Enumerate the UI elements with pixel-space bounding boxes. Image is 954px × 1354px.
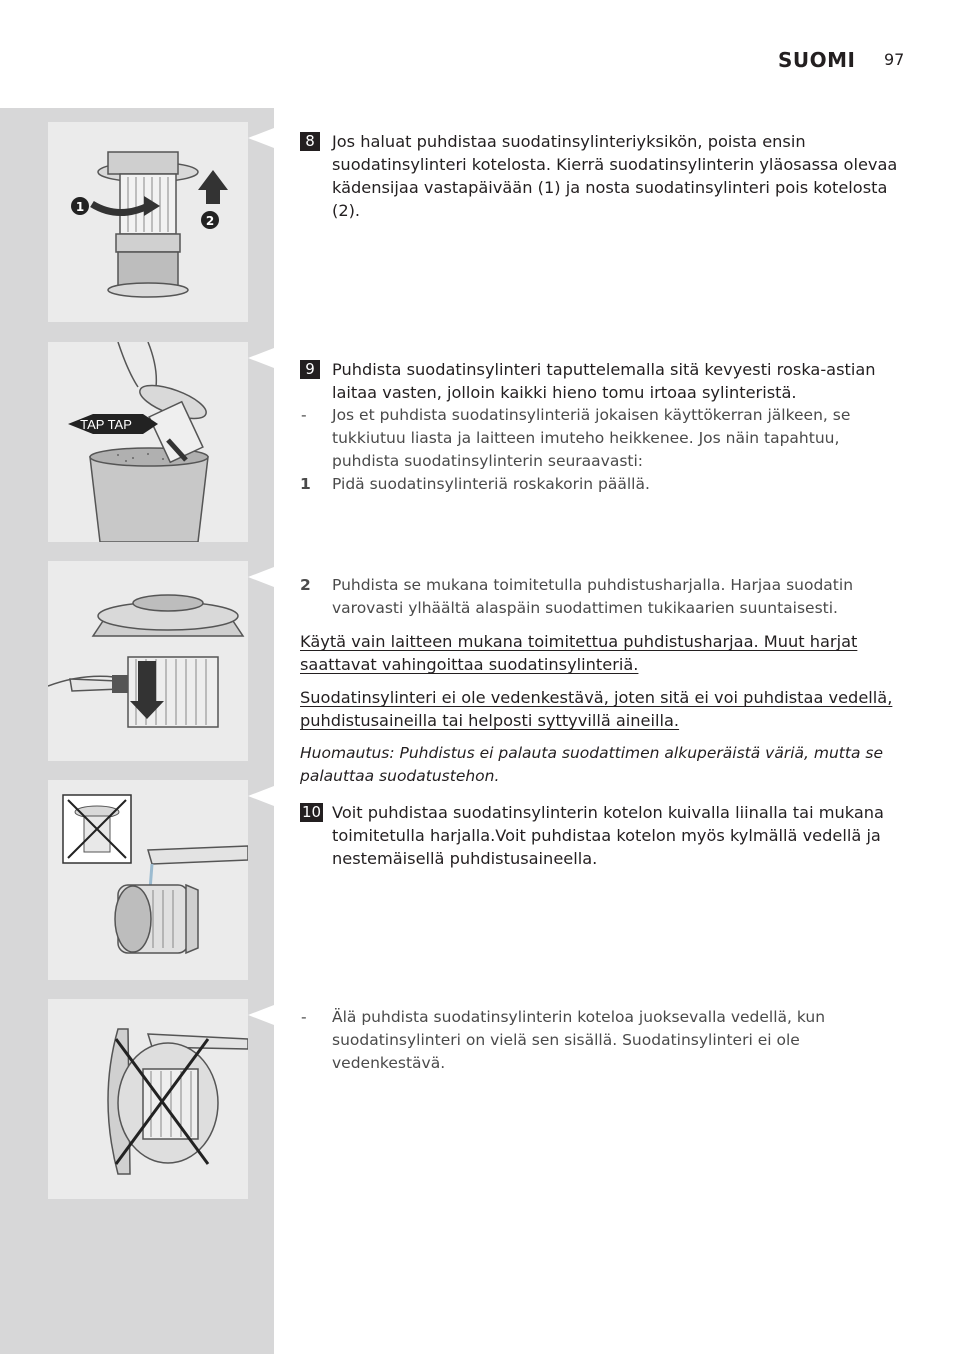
note-color: Huomautus: Puhdistus ei palauta suodattimen alkuperäistä väriä, mutta se palauttaa suodatustehon.	[300, 744, 883, 785]
step-10-text: Voit puhdistaa suodatinsylinterin kotelon kuivalla liinalla tai mukana toimitetulla harjalla.Voit puhdistaa kotelon myös kylmällä vedellä ja nestemäisellä puhdistusaineella.	[332, 803, 884, 868]
no-water-illustration	[48, 999, 248, 1199]
figure-no-water	[48, 999, 248, 1199]
substep-number: 1	[300, 475, 311, 493]
figure-pointer	[248, 1005, 274, 1025]
figure-brush-filter	[48, 561, 248, 761]
substep-1-text: Pidä suodatinsylinteriä roskakorin päällä.	[332, 475, 650, 493]
step-number-badge: 8	[300, 132, 320, 151]
step-10	[300, 801, 900, 870]
step-number-badge: 9	[300, 360, 320, 379]
bullet-dash: -	[301, 1008, 307, 1026]
substep-2-text: Puhdista se mukana toimitetulla puhdistusharjalla. Harjaa suodatin varovasti ylhäältä alaspäin suodattimen tukikaarien suuntaisesti.	[332, 576, 854, 617]
warning-brush: Käytä vain laitteen mukana toimitettua puhdistusharjaa. Muut harjat saattavat vahingoittaa suodatinsylinteriä.	[300, 632, 858, 674]
step-9-continued	[300, 574, 900, 788]
marker-1: 1	[75, 200, 85, 214]
step-9-bullet: Jos et puhdista suodatinsylinteriä jokaisen käyttökerran jälkeen, se tukkiutuu liasta ja laitteen imuteho heikkenee. Jos näin tapahtuu, puhdista suodatinsylinterin seuraavasti:	[332, 406, 851, 470]
clean-housing-illustration	[48, 780, 248, 980]
section-language: SUOMI	[778, 48, 856, 72]
figure-remove-filter	[48, 122, 248, 322]
step-8	[300, 130, 900, 222]
substep-number: 2	[300, 576, 311, 594]
figure-pointer	[248, 348, 274, 368]
step-10-warning	[300, 1006, 900, 1075]
tap-filter-illustration	[48, 342, 248, 542]
marker-2: 2	[205, 214, 215, 228]
step-8-text: Jos haluat puhdistaa suodatinsylinteriyksikön, poista ensin suodatinsylinteri kotelosta. Kierrä suodatinsylinterin yläosassa olevaa kädensijaa vastapäivään (1) ja nosta suodatinsylinteri pois kotelosta (2).	[332, 132, 898, 220]
step-10-bullet: Älä puhdista suodatinsylinterin koteloa juoksevalla vedellä, kun suodatinsylinteri on vielä sen sisällä. Suodatinsylinteri ei ole vedenkestävä.	[332, 1008, 826, 1072]
figure-pointer	[248, 128, 274, 148]
step-9	[300, 358, 900, 496]
figure-tap-filter	[48, 342, 248, 542]
step-number-badge: 10	[302, 803, 322, 821]
bullet-dash: -	[301, 406, 307, 424]
brush-filter-illustration	[48, 561, 248, 761]
step-9-text: Puhdista suodatinsylinteri taputtelemalla sitä kevyesti roska-astian laitaa vasten, jolloin kaikki hieno tomu irtoaa sylinteristä.	[332, 360, 876, 402]
figure-pointer	[248, 567, 274, 587]
figure-pointer	[248, 786, 274, 806]
page-number: 97	[884, 50, 905, 69]
filter-removal-illustration	[48, 122, 248, 322]
figure-clean-housing	[48, 780, 248, 980]
warning-water: Suodatinsylinteri ei ole vedenkestävä, joten sitä ei voi puhdistaa vedellä, puhdistusaineilla tai helposti syttyvillä aineilla.	[300, 688, 893, 730]
tap-label: TAP TAP	[80, 417, 132, 432]
